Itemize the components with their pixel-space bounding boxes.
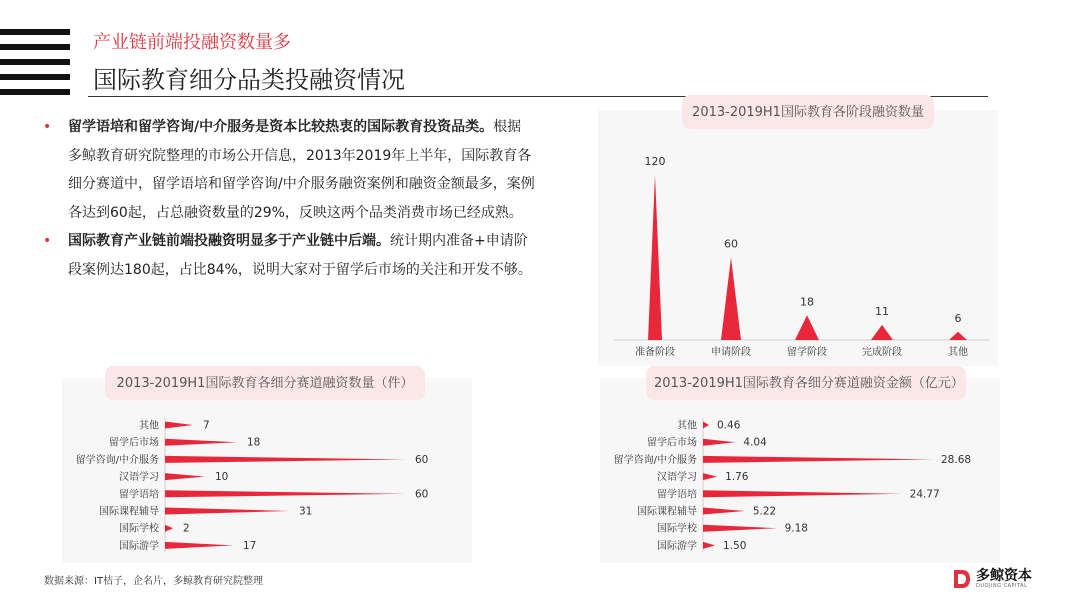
bar-value-label: 60 [415, 488, 429, 501]
stage-category-label: 申请阶段 [711, 347, 751, 358]
bar-value-label: 17 [243, 539, 257, 552]
bar-value-label: 7 [203, 419, 210, 432]
bullet-bold: 留学语培和留学咨询/中介服务是资本比较热衷的国际教育投资品类。 [68, 119, 494, 135]
logo-subtext: DUOJING CAPITAL [976, 583, 1028, 589]
bar-value-label: 28.68 [941, 453, 972, 466]
bullet-item [40, 113, 535, 227]
bar-category-label: 汉语学习 [657, 472, 697, 484]
count-chart [62, 400, 472, 563]
bar-spike-mark [703, 456, 933, 463]
bar-value-label: 0.46 [717, 419, 741, 432]
stage-chart [598, 130, 998, 366]
bar-value-label: 18 [247, 436, 261, 449]
bar-value-label: 31 [299, 505, 313, 518]
bar-spike-mark [165, 473, 205, 480]
bar-spike-mark [703, 542, 715, 549]
bar-spike-mark [703, 508, 745, 515]
stage-value-label: 120 [644, 155, 666, 168]
bar-category-label: 留学后市场 [109, 437, 159, 449]
logo-text: 多鲸资本 [976, 568, 1032, 584]
bar-spike-mark [165, 490, 405, 497]
bar-category-label: 留学咨询/中介服务 [75, 454, 159, 466]
bar-value-label: 1.76 [725, 471, 749, 484]
bar-category-label: 留学语培 [119, 489, 159, 501]
stage-value-label: 60 [724, 237, 738, 251]
bar-spike-mark [703, 473, 717, 480]
stage-spike-mark [795, 315, 819, 340]
amount-chart-title: 2013-2019H1国际教育各细分赛道融资金额（亿元） [646, 366, 966, 400]
brand-logo [952, 568, 1032, 590]
bar-value-label: 2 [183, 522, 190, 535]
bar-category-label: 国际游学 [657, 540, 697, 552]
bar-value-label: 60 [415, 453, 429, 466]
bar-category-label: 留学咨询/中介服务 [613, 454, 697, 466]
stage-category-label: 留学阶段 [787, 347, 827, 358]
stage-spike-mark [871, 325, 893, 340]
stage-value-label: 18 [800, 295, 814, 309]
menu-stripes-decoration [0, 29, 70, 95]
bar-spike-mark [703, 422, 709, 429]
bar-spike-mark [165, 422, 193, 429]
amount-chart [600, 400, 1000, 563]
bar-category-label: 国际课程辅导 [637, 506, 697, 518]
bar-value-label: 4.04 [743, 436, 767, 449]
bar-category-label: 国际学校 [119, 523, 159, 535]
bar-spike-mark [165, 525, 173, 532]
bar-category-label: 国际学校 [657, 523, 697, 535]
bar-value-label: 10 [215, 471, 229, 484]
section-subtitle: 产业链前端投融资数量多 [93, 32, 291, 53]
bar-category-label: 国际游学 [119, 540, 159, 552]
bar-category-label: 国际课程辅导 [99, 506, 159, 518]
bar-spike-mark [165, 508, 289, 515]
count-chart-title: 2013-2019H1国际教育各细分赛道融资数量（件） [105, 366, 425, 400]
summary-bullets [40, 113, 535, 284]
bullet-item [40, 227, 535, 284]
bar-category-label: 汉语学习 [119, 472, 159, 484]
data-source-note: 数据来源：IT桔子，企名片，多鲸教育研究院整理 [44, 576, 264, 587]
bar-spike-mark [703, 490, 902, 497]
stage-chart-title: 2013-2019H1国际教育各阶段融资数量 [682, 95, 934, 129]
bar-spike-mark [703, 525, 777, 532]
whale-logo-icon [952, 568, 972, 590]
stage-spike-mark [721, 258, 741, 341]
stage-category-label: 其他 [948, 347, 968, 358]
bar-category-label: 其他 [139, 420, 159, 432]
bar-category-label: 其他 [677, 420, 697, 432]
bar-spike-mark [703, 439, 735, 446]
bar-spike-mark [165, 439, 237, 446]
stage-spike-mark [648, 175, 662, 340]
bar-value-label: 1.50 [723, 539, 747, 552]
bar-spike-mark [165, 456, 405, 463]
page-title: 国际教育细分品类投融资情况 [93, 66, 405, 94]
bar-value-label: 9.18 [784, 522, 809, 535]
bar-category-label: 留学语培 [657, 489, 697, 501]
stage-category-label: 准备阶段 [635, 347, 675, 358]
stage-spike-mark [949, 332, 967, 340]
bar-value-label: 5.22 [752, 505, 777, 518]
bullet-text: 统计期内准备+申请阶段案例达180起，占比84%，说明大家对于留学后市场的关注和开发不够。 [68, 233, 532, 278]
bullet-text: 根据多鲸教育研究院整理的市场公开信息，2013年2019年上半年，国际教育各细分赛道中，留学语培和留学咨询/中介服务融资案例和融资金额最多，案例各达到60起，占总融资数量的29%，反映这两个品类消费市场已经成熟。 [68, 119, 535, 221]
stage-category-label: 完成阶段 [862, 347, 902, 358]
bar-value-label: 24.77 [909, 488, 940, 501]
bar-category-label: 留学后市场 [647, 437, 697, 449]
bar-spike-mark [165, 542, 233, 549]
bullet-bold: 国际教育产业链前端投融资明显多于产业链中后端。 [68, 233, 390, 249]
stage-value-label: 6 [954, 311, 962, 325]
stage-value-label: 11 [875, 304, 889, 318]
